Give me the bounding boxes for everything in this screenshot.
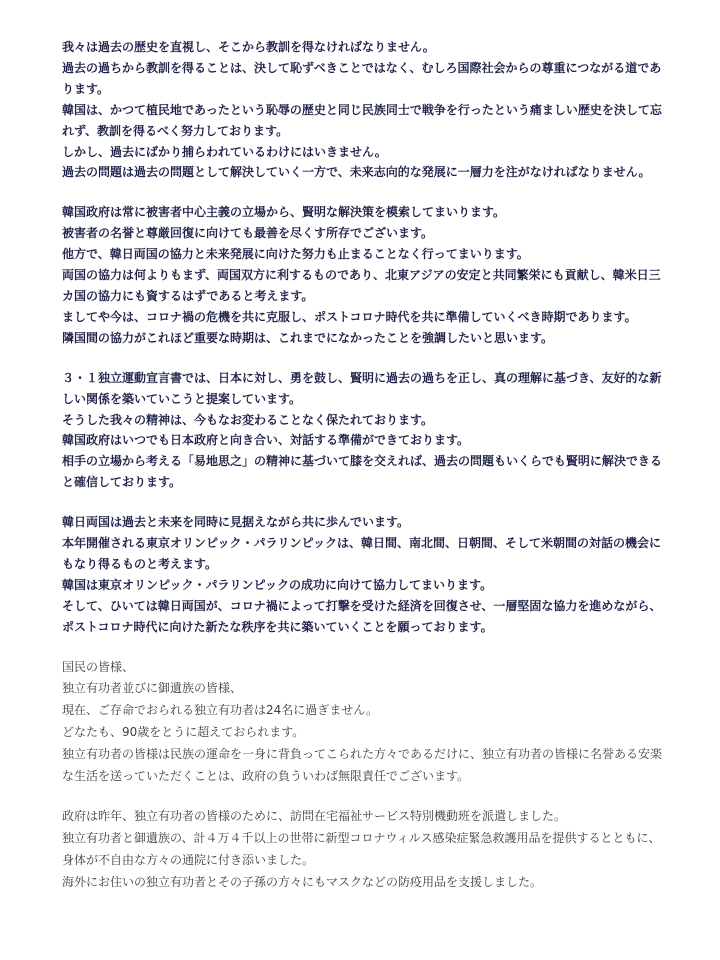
sentence: 国民の皆様、 (62, 659, 135, 674)
sentence: 隣国間の協力がこれほど重要な時期は、これまでになかったことを強調したいと思います。 (62, 330, 554, 345)
sentence: 現在、ご存命でおられる独立有功者は24名に過ぎません。 (62, 703, 378, 718)
paragraph-4 (62, 512, 664, 637)
paragraph-1 (62, 37, 664, 183)
sentence: 独立有功者並びに御遺族の皆様、 (62, 681, 243, 696)
sentence: 韓国政府は常に被害者中心主義の立場から、賢明な解決策を模索してまいります。 (62, 205, 506, 220)
sentence: 韓日両国は過去と未来を同時に見据えながら共に歩んでいます。 (62, 515, 410, 530)
sentence: 被害者の名誉と尊厳回復に向けても最善を尽くす所存でございます。 (62, 226, 434, 241)
sentence: 韓国は東京オリンピック・パラリンピックの成功に向けて協力してまいります。 (62, 577, 493, 592)
sentence: 政府は昨年、独立有功者の皆様のために、訪問在宅福祉サービス特別機動班を派遣しました。 (62, 809, 567, 824)
sentence: 過去の問題は過去の問題として解決していく一方で、未来志向的な発展に一層力を注がなければなりません。 (62, 165, 651, 180)
document-page (62, 37, 664, 913)
sentence: 両国の協力は何よりもまず、両国双方に利するものであり、北東アジアの安定と共同繁栄にも貢献し、韓米日三カ国の協力にも資するはずであると考えます。 (62, 268, 661, 303)
sentence: ましてや今は、コロナ禍の危機を共に克服し、ポストコロナ時代を共に準備していくべき時期であります。 (62, 309, 637, 324)
sentence: 過去の過ちから教訓を得ることは、決して恥ずべきことではなく、むしろ国際社会からの尊重につながる道であります。 (62, 60, 662, 96)
sentence: しかし、過去にばかり捕らわれているわけにはいきません。 (62, 144, 387, 159)
sentence: 韓国政府はいつでも日本政府と向き合い、対話する準備ができております。 (62, 433, 470, 448)
sentence: ３・１独立運動宣言書では、日本に対し、勇を鼓し、賢明に過去の過ちを正し、真の理解に基づき、友好的な新しい関係を築いていこうと提案しています。 (62, 370, 662, 406)
paragraph-3 (62, 368, 664, 493)
sentence: 海外にお住いの独立有功者とその子孫の方々にもマスクなどの防疫用品を支援しました。 (62, 874, 543, 889)
paragraph-2 (62, 202, 664, 348)
sentence: 他方で、韓日両国の協力と未来発展に向けた努力も止まることなく行ってまいります。 (62, 247, 529, 262)
sentence: 相手の立場から考える「易地思之」の精神に基づいて膝を交えれば、過去の問題もいくらでも賢明に解決できると確信しております。 (62, 454, 662, 490)
sentence: 本年開催される東京オリンピック・パラリンピックは、韓日間、南北間、日朝間、そして米朝間の対話の機会にもなり得るものと考えます。 (62, 536, 662, 571)
sentence: 独立有功者の皆様は民族の運命を一身に背負ってこられた方々であるだけに、独立有功者の皆様に名誉ある安楽な生活を送っていただくことは、政府の負ういわば無限責任でございます。 (62, 746, 663, 783)
paragraph-6 (62, 806, 664, 893)
sentence: 我々は過去の歴史を直視し、そこから教訓を得なければなりません。 (62, 40, 435, 54)
sentence: どなたも、90歳をとうに超えておられます。 (62, 724, 305, 739)
paragraph-5 (62, 657, 664, 788)
sentence: 韓国は、かつて植民地であったという恥辱の歴史と同じ民族同士で戦争を行ったという痛ましい歴史を決して忘れず、教訓を得るべく努力しております。 (62, 102, 662, 138)
sentence: 独立有功者と御遺族の、計４万４千以上の世帯に新型コロナウィルス感染症緊急救護用品を提供するとともに、身体が不自由な方々の通院に付き添いました。 (62, 831, 661, 867)
sentence: そして、ひいては韓日両国が、コロナ禍によって打撃を受けた経済を回復させ、一層堅固な協力を進めながら、ポストコロナ時代に向けた新たな秩序を共に築いていくことを願っております。 (62, 598, 662, 634)
sentence: そうした我々の精神は、今もなお変わることなく保たれております。 (62, 412, 434, 427)
